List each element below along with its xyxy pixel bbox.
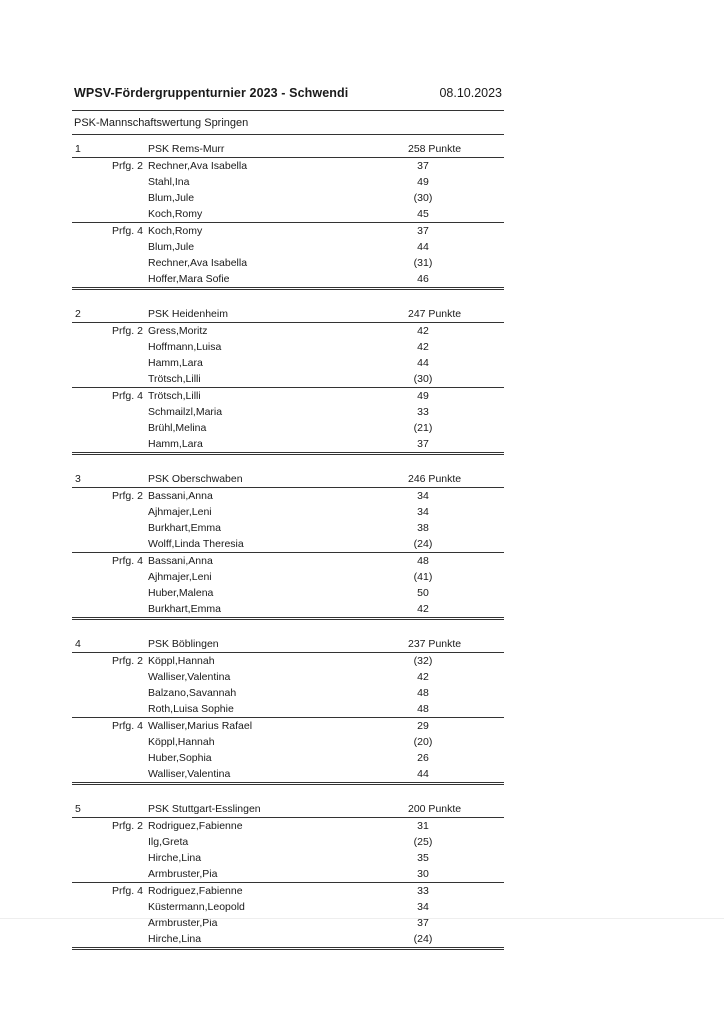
rider-score: 42	[417, 671, 429, 683]
rider-score: (20)	[413, 736, 433, 748]
test-label: Prfg. 2	[112, 160, 143, 172]
team-spacer	[72, 620, 504, 636]
rider-row	[72, 866, 504, 883]
team-rank: 4	[75, 638, 81, 650]
rider-score: (25)	[413, 836, 433, 848]
team-total-points: 246 Punkte	[408, 473, 462, 485]
rider-score: (30)	[413, 373, 433, 385]
rider-row	[72, 553, 504, 569]
rider-score: 48	[417, 703, 429, 715]
rider-name: Koch,Romy	[148, 225, 203, 237]
rider-name: Rechner,Ava Isabella	[148, 257, 248, 269]
rider-name: Huber,Sophia	[148, 752, 212, 764]
rider-score: 46	[417, 273, 429, 285]
rider-score: 34	[417, 901, 429, 913]
rider-name: Trötsch,Lilli	[148, 373, 201, 385]
team-name: PSK Böblingen	[148, 638, 219, 650]
document-date: 08.10.2023	[439, 86, 502, 100]
rider-score: 34	[417, 490, 429, 502]
rider-score: 42	[417, 603, 429, 615]
rider-name: Wolff,Linda Theresia	[148, 538, 244, 550]
rider-score: 48	[417, 555, 429, 567]
rider-score: (30)	[413, 192, 433, 204]
rider-score: 42	[417, 325, 429, 337]
team-spacer	[72, 785, 504, 801]
rider-name: Huber,Malena	[148, 587, 214, 599]
scan-artifact-line	[0, 918, 724, 919]
test-label: Prfg. 2	[112, 490, 143, 502]
rider-name: Burkhart,Emma	[148, 603, 221, 615]
rider-name: Hamm,Lara	[148, 357, 203, 369]
rider-name: Hoffer,Mara Sofie	[148, 273, 230, 285]
rider-score: 31	[417, 820, 429, 832]
rider-score: 37	[417, 917, 429, 929]
rider-name: Bassani,Anna	[148, 555, 213, 567]
rider-row	[72, 206, 504, 223]
rider-row	[72, 520, 504, 536]
rider-name: Walliser,Valentina	[148, 671, 231, 683]
rider-name: Rodriguez,Fabienne	[148, 820, 243, 832]
test-label: Prfg. 2	[112, 655, 143, 667]
team-name: PSK Stuttgart-Esslingen	[148, 803, 261, 815]
team-rank: 3	[75, 473, 81, 485]
rider-row	[72, 223, 504, 239]
rider-name: Hamm,Lara	[148, 438, 203, 450]
rider-score: 37	[417, 225, 429, 237]
rider-row	[72, 323, 504, 339]
team-name: PSK Oberschwaben	[148, 473, 243, 485]
team-total-points: 200 Punkte	[408, 803, 462, 815]
document-header	[74, 86, 502, 106]
rider-score: 33	[417, 885, 429, 897]
rider-score: 42	[417, 341, 429, 353]
rider-row	[72, 818, 504, 834]
rider-name: Roth,Luisa Sophie	[148, 703, 234, 715]
rider-score: 44	[417, 241, 429, 253]
rider-name: Brühl,Melina	[148, 422, 207, 434]
rider-row	[72, 190, 504, 206]
rider-score: 44	[417, 357, 429, 369]
rider-row	[72, 766, 504, 785]
rider-row	[72, 931, 504, 950]
rider-name: Blum,Jule	[148, 241, 195, 253]
team-total-points: 247 Punkte	[408, 308, 462, 320]
rider-row	[72, 669, 504, 685]
rider-name: Hoffmann,Luisa	[148, 341, 222, 353]
rider-name: Stahl,Ina	[148, 176, 190, 188]
rider-name: Hirche,Lina	[148, 933, 202, 945]
rider-score: (32)	[413, 655, 433, 667]
rider-name: Küstermann,Leopold	[148, 901, 245, 913]
team-results-table	[72, 141, 504, 950]
rider-name: Ajhmajer,Leni	[148, 571, 212, 583]
rider-row	[72, 653, 504, 669]
rider-name: Walliser,Marius Rafael	[148, 720, 253, 732]
test-label: Prfg. 4	[112, 390, 143, 402]
rider-row	[72, 255, 504, 271]
rider-row	[72, 174, 504, 190]
rider-score: 44	[417, 768, 429, 780]
document-title: WPSV-Fördergruppenturnier 2023 - Schwendi	[74, 86, 349, 100]
rider-score: 34	[417, 506, 429, 518]
team-header-row	[72, 801, 504, 818]
rider-name: Burkhart,Emma	[148, 522, 221, 534]
rider-row	[72, 339, 504, 355]
rider-row	[72, 834, 504, 850]
rider-row	[72, 355, 504, 371]
rider-name: Armbruster,Pia	[148, 917, 218, 929]
team-spacer	[72, 290, 504, 306]
rider-row	[72, 504, 504, 520]
team-rank: 2	[75, 308, 81, 320]
rider-name: Armbruster,Pia	[148, 868, 218, 880]
rider-score: 48	[417, 687, 429, 699]
team-header-row	[72, 636, 504, 653]
rider-score: 29	[417, 720, 429, 732]
rider-name: Köppl,Hannah	[148, 655, 215, 667]
section-title: PSK-Mannschaftswertung Springen	[74, 117, 249, 129]
rider-row	[72, 899, 504, 915]
rider-row	[72, 701, 504, 718]
team-header-row	[72, 471, 504, 488]
team-header-row	[72, 306, 504, 323]
test-label: Prfg. 2	[112, 325, 143, 337]
team-total-points: 258 Punkte	[408, 143, 462, 155]
rider-name: Walliser,Valentina	[148, 768, 231, 780]
rider-name: Schmailzl,Maria	[148, 406, 223, 418]
rider-row	[72, 404, 504, 420]
rider-score: 35	[417, 852, 429, 864]
team-rank: 1	[75, 143, 81, 155]
team-rank: 5	[75, 803, 81, 815]
rider-name: Hirche,Lina	[148, 852, 202, 864]
rider-score: 37	[417, 160, 429, 172]
heading-divider	[72, 134, 504, 135]
rider-row	[72, 750, 504, 766]
team-name: PSK Heidenheim	[148, 308, 228, 320]
rider-name: Bassani,Anna	[148, 490, 213, 502]
rider-row	[72, 601, 504, 620]
team-header-row	[72, 141, 504, 158]
rider-name: Ilg,Greta	[148, 836, 189, 848]
rider-name: Koch,Romy	[148, 208, 203, 220]
rider-score: (24)	[413, 933, 433, 945]
rider-row	[72, 883, 504, 899]
rider-row	[72, 685, 504, 701]
rider-row	[72, 585, 504, 601]
team-total-points: 237 Punkte	[408, 638, 462, 650]
rider-score: 38	[417, 522, 429, 534]
rider-row	[72, 569, 504, 585]
rider-name: Rodriguez,Fabienne	[148, 885, 243, 897]
team-spacer	[72, 455, 504, 471]
rider-name: Ajhmajer,Leni	[148, 506, 212, 518]
rider-row	[72, 850, 504, 866]
rider-score: 33	[417, 406, 429, 418]
rider-row	[72, 734, 504, 750]
team-name: PSK Rems-Murr	[148, 143, 225, 155]
rider-score: (31)	[413, 257, 433, 269]
rider-row	[72, 718, 504, 734]
rider-row	[72, 536, 504, 553]
rider-score: 26	[417, 752, 429, 764]
rider-row	[72, 158, 504, 174]
rider-name: Trötsch,Lilli	[148, 390, 201, 402]
rider-score: 50	[417, 587, 429, 599]
rider-score: 49	[417, 176, 429, 188]
test-label: Prfg. 4	[112, 555, 143, 567]
rider-row	[72, 420, 504, 436]
test-label: Prfg. 2	[112, 820, 143, 832]
rider-name: Köppl,Hannah	[148, 736, 215, 748]
rider-score: 37	[417, 438, 429, 450]
rider-name: Rechner,Ava Isabella	[148, 160, 248, 172]
rider-name: Balzano,Savannah	[148, 687, 237, 699]
rider-row	[72, 488, 504, 504]
rider-row	[72, 388, 504, 404]
test-label: Prfg. 4	[112, 225, 143, 237]
rider-score: 45	[417, 208, 429, 220]
test-label: Prfg. 4	[112, 720, 143, 732]
rider-row	[72, 436, 504, 455]
rider-score: (24)	[413, 538, 433, 550]
rider-row	[72, 371, 504, 388]
rider-row	[72, 239, 504, 255]
rider-score: (41)	[413, 571, 433, 583]
rider-name: Gress,Moritz	[148, 325, 208, 337]
section-heading	[72, 110, 504, 133]
rider-score: (21)	[413, 422, 433, 434]
rider-score: 30	[417, 868, 429, 880]
rider-score: 49	[417, 390, 429, 402]
rider-name: Blum,Jule	[148, 192, 195, 204]
test-label: Prfg. 4	[112, 885, 143, 897]
rider-row	[72, 271, 504, 290]
